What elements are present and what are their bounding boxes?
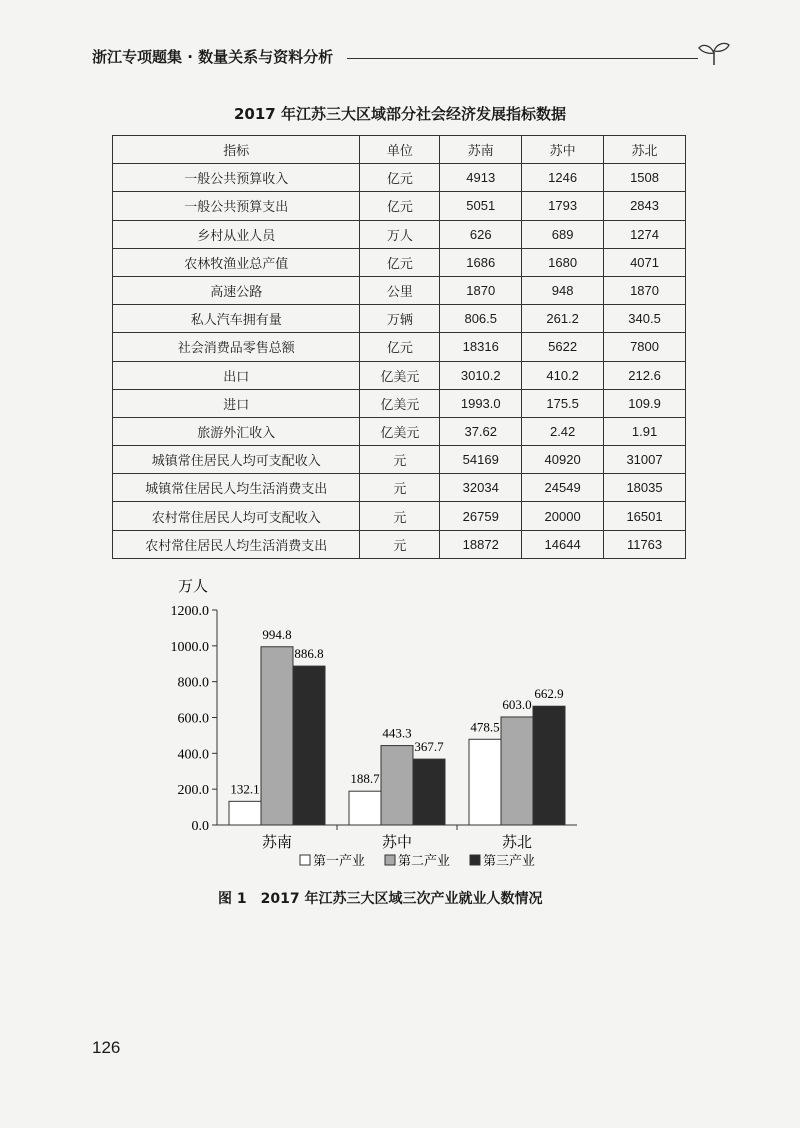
- value-cell: 18035: [604, 474, 686, 502]
- value-cell: 37.62: [440, 417, 522, 445]
- value-cell: 5622: [522, 333, 604, 361]
- table-row: [113, 417, 686, 445]
- value-cell: 806.5: [440, 305, 522, 333]
- table-row: [113, 530, 686, 558]
- bar-2: [501, 717, 533, 825]
- column-header: 苏北: [604, 136, 686, 164]
- table-row: [113, 276, 686, 304]
- unit-cell: 元: [360, 502, 440, 530]
- value-cell: 2.42: [522, 417, 604, 445]
- value-cell: 1508: [604, 164, 686, 192]
- bar-3: [413, 759, 445, 825]
- unit-cell: 元: [360, 474, 440, 502]
- table-header-row: [113, 136, 686, 164]
- table-title: 2017 年江苏三大区域部分社会经济发展指标数据: [234, 105, 566, 123]
- value-cell: 11763: [604, 530, 686, 558]
- value-cell: 1870: [440, 276, 522, 304]
- value-cell: 4071: [604, 248, 686, 276]
- indicator-cell: 高速公路: [113, 276, 360, 304]
- table-row: [113, 305, 686, 333]
- unit-cell: 万辆: [360, 305, 440, 333]
- value-cell: 3010.2: [440, 361, 522, 389]
- value-cell: 32034: [440, 474, 522, 502]
- x-tick-label: 苏中: [381, 835, 413, 851]
- table-body: [113, 164, 686, 559]
- indicator-cell: 一般公共预算收入: [113, 164, 360, 192]
- unit-cell: 亿美元: [360, 389, 440, 417]
- indicator-cell: 农村常住居民人均生活消费支出: [113, 530, 360, 558]
- value-cell: 1993.0: [440, 389, 522, 417]
- unit-cell: 亿美元: [360, 361, 440, 389]
- indicator-cell: 一般公共预算支出: [113, 192, 360, 220]
- column-header: 指标: [113, 136, 360, 164]
- bar-1: [349, 791, 381, 825]
- x-tick-label: 苏北: [501, 835, 533, 851]
- employment-bar-chart: [160, 575, 610, 875]
- data-label: 603.0: [502, 696, 532, 712]
- bar-3: [293, 666, 325, 825]
- value-cell: 1.91: [604, 417, 686, 445]
- data-label: 478.5: [470, 719, 500, 735]
- value-cell: 14644: [522, 530, 604, 558]
- value-cell: 24549: [522, 474, 604, 502]
- table-row: [113, 192, 686, 220]
- table-row: [113, 248, 686, 276]
- y-tick-label: 0.0: [191, 819, 209, 834]
- value-cell: 175.5: [522, 389, 604, 417]
- value-cell: 5051: [440, 192, 522, 220]
- value-cell: 31007: [604, 446, 686, 474]
- data-label: 886.8: [294, 646, 324, 662]
- value-cell: 626: [440, 220, 522, 248]
- value-cell: 16501: [604, 502, 686, 530]
- y-tick-label: 800.0: [177, 675, 209, 691]
- data-label: 132.1: [230, 781, 260, 797]
- value-cell: 18316: [440, 333, 522, 361]
- value-cell: 109.9: [604, 389, 686, 417]
- indicator-cell: 农林牧渔业总产值: [113, 248, 360, 276]
- data-label: 994.8: [262, 626, 292, 642]
- sprout-icon: [696, 40, 732, 66]
- value-cell: 7800: [604, 333, 686, 361]
- header-title: 浙江专项题集 · 数量关系与资料分析: [92, 48, 334, 66]
- unit-cell: 亿元: [360, 192, 440, 220]
- value-cell: 18872: [440, 530, 522, 558]
- value-cell: 1793: [522, 192, 604, 220]
- unit-cell: 万人: [360, 220, 440, 248]
- table-row: [113, 502, 686, 530]
- running-header: [92, 40, 732, 70]
- value-cell: 2843: [604, 192, 686, 220]
- table-row: [113, 164, 686, 192]
- value-cell: 340.5: [604, 305, 686, 333]
- unit-cell: 公里: [360, 276, 440, 304]
- data-label: 188.7: [350, 771, 380, 787]
- value-cell: 54169: [440, 446, 522, 474]
- unit-cell: 亿元: [360, 248, 440, 276]
- indicator-cell: 旅游外汇收入: [113, 417, 360, 445]
- y-tick-label: 600.0: [177, 711, 209, 727]
- figure-caption: 图 1 2017 年江苏三大区域三次产业就业人数情况: [218, 891, 543, 907]
- column-header: 苏中: [522, 136, 604, 164]
- table-row: [113, 333, 686, 361]
- value-cell: 40920: [522, 446, 604, 474]
- indicator-cell: 乡村从业人员: [113, 220, 360, 248]
- bar-2: [381, 746, 413, 825]
- header-rule: [347, 58, 698, 59]
- unit-cell: 亿元: [360, 164, 440, 192]
- value-cell: 20000: [522, 502, 604, 530]
- y-tick-label: 200.0: [177, 783, 209, 799]
- page-number: 126: [92, 1038, 121, 1057]
- legend-label: 第一产业: [313, 853, 366, 868]
- value-cell: 1246: [522, 164, 604, 192]
- value-cell: 410.2: [522, 361, 604, 389]
- legend-swatch: [300, 855, 310, 865]
- unit-cell: 亿美元: [360, 417, 440, 445]
- indicator-cell: 私人汽车拥有量: [113, 305, 360, 333]
- indicator-table: [112, 135, 686, 559]
- bar-1: [229, 801, 261, 825]
- indicator-cell: 城镇常住居民人均生活消费支出: [113, 474, 360, 502]
- value-cell: 1680: [522, 248, 604, 276]
- legend-label: 第二产业: [398, 853, 451, 868]
- indicator-cell: 社会消费品零售总额: [113, 333, 360, 361]
- table-row: [113, 361, 686, 389]
- y-tick-label: 1200.0: [170, 604, 209, 619]
- value-cell: 26759: [440, 502, 522, 530]
- indicator-cell: 城镇常住居民人均可支配收入: [113, 446, 360, 474]
- unit-cell: 亿元: [360, 333, 440, 361]
- value-cell: 1274: [604, 220, 686, 248]
- value-cell: 1870: [604, 276, 686, 304]
- indicator-cell: 进口: [113, 389, 360, 417]
- value-cell: 948: [522, 276, 604, 304]
- legend-swatch: [385, 855, 395, 865]
- unit-cell: 元: [360, 446, 440, 474]
- bar-2: [261, 647, 293, 825]
- unit-cell: 元: [360, 530, 440, 558]
- value-cell: 212.6: [604, 361, 686, 389]
- column-header: 苏南: [440, 136, 522, 164]
- bar-3: [533, 706, 565, 825]
- table-row: [113, 389, 686, 417]
- table-row: [113, 446, 686, 474]
- legend-label: 第三产业: [483, 853, 536, 868]
- data-label: 367.7: [414, 739, 444, 755]
- data-label: 443.3: [382, 725, 412, 741]
- legend-swatch: [470, 855, 480, 865]
- bar-1: [469, 739, 501, 825]
- x-tick-label: 苏南: [261, 835, 293, 851]
- value-cell: 1686: [440, 248, 522, 276]
- table-row: [113, 220, 686, 248]
- indicator-cell: 农村常住居民人均可支配收入: [113, 502, 360, 530]
- value-cell: 4913: [440, 164, 522, 192]
- indicator-cell: 出口: [113, 361, 360, 389]
- table-row: [113, 474, 686, 502]
- value-cell: 689: [522, 220, 604, 248]
- value-cell: 261.2: [522, 305, 604, 333]
- column-header: 单位: [360, 136, 440, 164]
- y-axis-label: 万人: [178, 579, 209, 595]
- y-tick-label: 400.0: [177, 747, 209, 763]
- y-tick-label: 1000.0: [170, 639, 209, 655]
- data-label: 662.9: [534, 686, 564, 702]
